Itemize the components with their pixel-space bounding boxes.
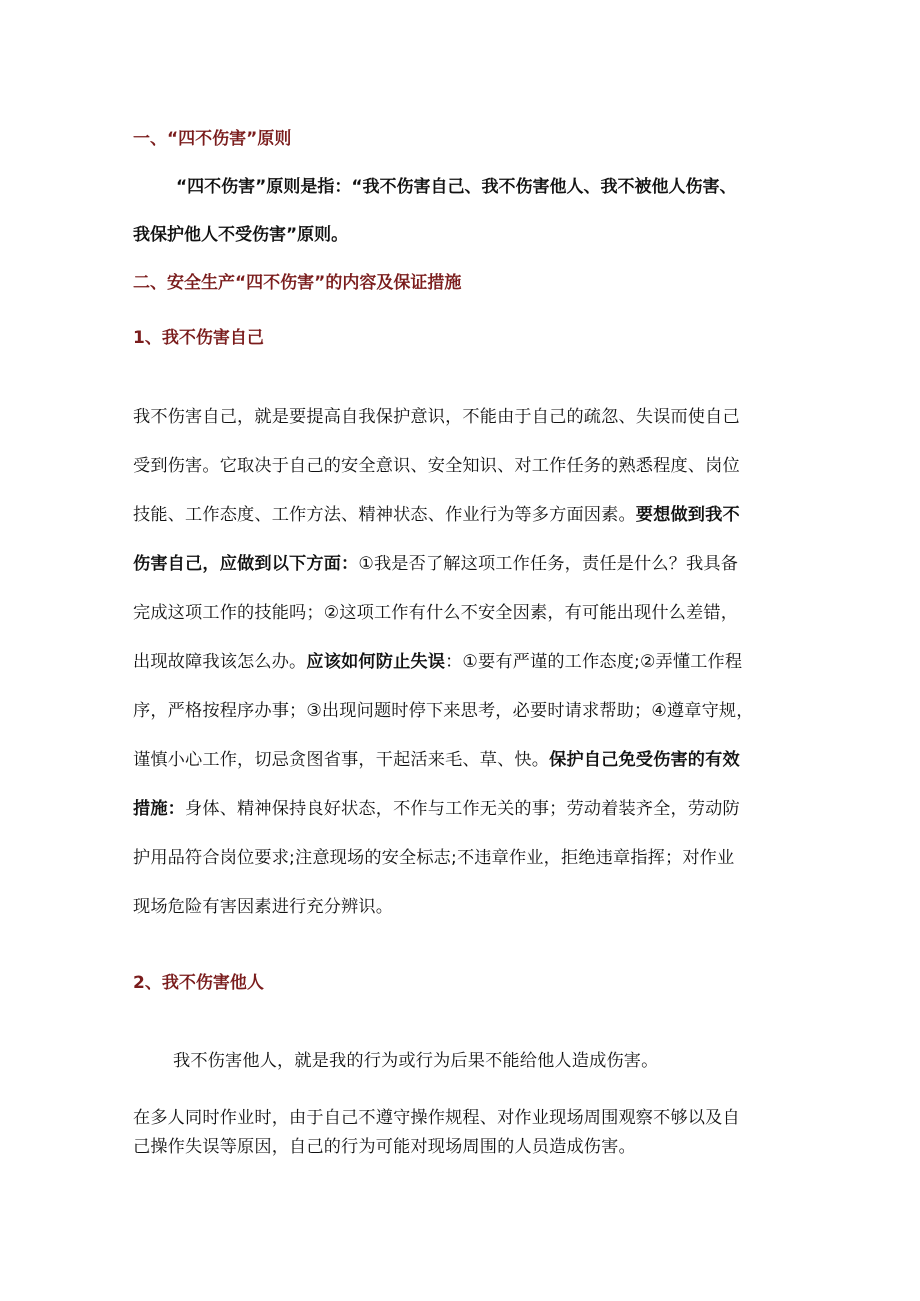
item2-line3: 己操作失误等原因，自己的行为可能对现场周围的人员造成伤害。 bbox=[133, 1137, 636, 1157]
section1-intro-line2: 我保护他人不受伤害”原则。 bbox=[133, 225, 349, 245]
item2-heading: 2、我不伤害他人 bbox=[133, 973, 264, 993]
item1-line6-bold: 应该如何防止失误 bbox=[306, 652, 446, 672]
section1-intro-line1: “四不伤害”原则是指：“我不伤害自己、我不伤害他人、我不被他人伤害、 bbox=[176, 177, 737, 197]
item1-line8-bold: 保护自己免受伤害的有效 bbox=[549, 750, 740, 770]
item1-line4-text: ①我是否了解这项工作任务，责任是什么？我具备 bbox=[358, 554, 739, 574]
section1-heading: 一、“四不伤害”原则 bbox=[133, 129, 292, 149]
item2-line1: 我不伤害他人，就是我的行为或行为后果不能给他人造成伤害。 bbox=[173, 1051, 659, 1071]
item1-line9 bbox=[133, 794, 740, 819]
item1-line3-bold: 要想做到我不 bbox=[635, 505, 740, 525]
item1-line11: 现场危险有害因素进行充分辨识。 bbox=[133, 897, 394, 917]
item1-line10: 护用品符合岗位要求;注意现场的安全标志;不违章作业，拒绝违章指挥；对作业 bbox=[133, 848, 735, 868]
item1-line2: 受到伤害。它取决于自己的安全意识、安全知识、对工作任务的熟悉程度、岗位 bbox=[133, 456, 740, 476]
section2-heading: 二、安全生产“四不伤害”的内容及保证措施 bbox=[133, 273, 462, 293]
item1-line3-text: 技能、工作态度、工作方法、精神状态、作业行为等多方面因素。 bbox=[133, 505, 636, 525]
item1-line1: 我不伤害自己，就是要提高自我保护意识，不能由于自己的疏忽、失误而使自己 bbox=[133, 407, 740, 427]
item1-line9-text: 身体、精神保持良好状态，不作与工作无关的事；劳动着装齐全，劳动防 bbox=[185, 799, 740, 819]
item2-line2: 在多人同时作业时，由于自己不遵守操作规程、对作业现场周围观察不够以及自 bbox=[133, 1108, 740, 1128]
item1-line6-text2: ：①要有严谨的工作态度;②弄懂工作程 bbox=[445, 652, 743, 672]
item1-line9-bold: 措施： bbox=[133, 799, 186, 819]
item1-line8-text: 谨慎小心工作，切忌贪图省事，干起活来毛、草、快。 bbox=[133, 750, 550, 770]
item1-line7: 序，严格按程序办事；③出现问题时停下来思考，必要时请求帮助；④遵章守规， bbox=[133, 701, 754, 721]
item1-heading: 1、我不伤害自己 bbox=[133, 328, 264, 348]
item1-line8 bbox=[133, 745, 740, 770]
item1-line6-text: 出现故障我该怎么办。 bbox=[133, 652, 307, 672]
item1-line3 bbox=[133, 500, 740, 525]
item1-line4-bold: 伤害自己，应做到以下方面： bbox=[133, 554, 359, 574]
item1-line5: 完成这项工作的技能吗；②这项工作有什么不安全因素，有可能出现什么差错， bbox=[133, 603, 739, 623]
item1-line4 bbox=[133, 549, 738, 574]
item1-line6 bbox=[133, 647, 742, 672]
